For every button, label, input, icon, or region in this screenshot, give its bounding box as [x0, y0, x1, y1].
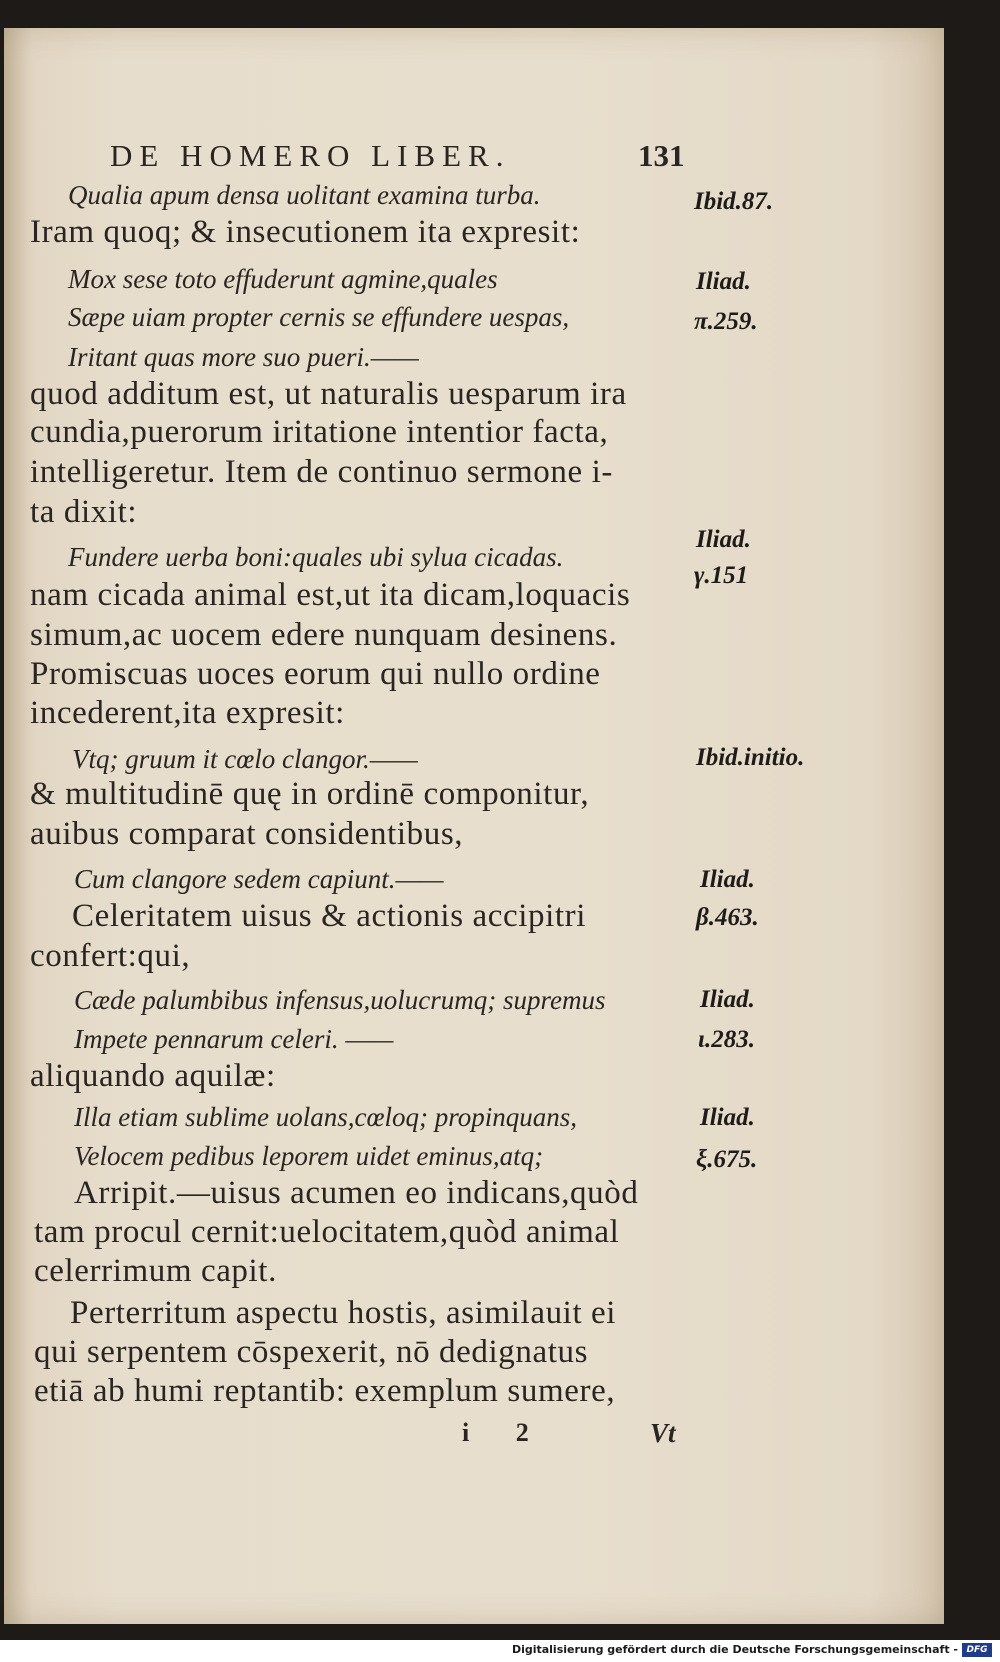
folio-number: 131	[638, 138, 685, 173]
text-line: Mox sese toto effuderunt agmine,quales	[68, 264, 498, 294]
margin-note: Iliad.	[700, 1104, 755, 1131]
text-line: & multitudinē quę in ordinē componitur,	[30, 776, 590, 812]
text-line: Velocem pedibus leporem uidet eminus,atq;	[74, 1141, 544, 1171]
text-line: nam cicada animal est,ut ita dicam,loquacis	[30, 577, 631, 613]
margin-note: Ibid.87.	[694, 188, 774, 215]
margin-note: ι.283.	[698, 1026, 755, 1053]
text-line: ta dixit:	[30, 494, 138, 530]
margin-note: ξ.675.	[696, 1146, 758, 1173]
text-line: incederent,ita expresit:	[30, 695, 345, 731]
digitization-credit: Digitalisierung gefördert durch die Deutsche Forschungsgemeinschaft -	[511, 1643, 958, 1656]
text-line: Arripit.—uisus acumen eo indicans,quòd	[74, 1175, 639, 1211]
text-line: qui serpentem cōspexerit, nō dedignatus	[34, 1334, 589, 1370]
text-line: confert:qui,	[30, 938, 191, 974]
text-line: Celeritatem uisus & actionis accipitri	[72, 898, 586, 934]
text-line: Cæde palumbibus infensus,uolucrumq; supremus	[74, 985, 606, 1015]
text-line: Promiscuas uoces eorum qui nullo ordine	[30, 656, 601, 692]
text-line: Perterritum aspectu hostis, asimilauit ei	[70, 1295, 617, 1331]
text-line: auibus comparat considentibus,	[30, 816, 464, 852]
margin-note: Iliad.	[696, 526, 751, 553]
catchword: Vt	[650, 1418, 676, 1448]
margin-note: Ibid.initio.	[696, 744, 805, 771]
text-line: Fundere uerba boni:quales ubi sylua cicadas.	[68, 542, 564, 572]
margin-note: γ.151	[694, 562, 749, 589]
margin-note: π.259.	[694, 308, 758, 335]
text-line: Iram quoq; & insecutionem ita expresit:	[30, 214, 581, 250]
text-line: tam procul cernit:uelocitatem,quòd animal	[34, 1214, 620, 1250]
text-line: Cum clangore sedem capiunt.——	[74, 864, 444, 894]
text-line: Qualia apum densa uolitant examina turba.	[68, 180, 541, 210]
text-line: Sæpe uiam propter cernis se effundere uespas,	[68, 302, 570, 332]
text-line: quod additum est, ut naturalis uesparum ira	[30, 376, 627, 412]
margin-note: β.463.	[696, 904, 759, 931]
text-line: Vtq; gruum it cœlo clangor.——	[72, 744, 418, 774]
dfg-logo-icon: DFG	[962, 1643, 992, 1657]
text-line: etiā ab humi reptantib: exemplum sumere,	[34, 1373, 616, 1409]
text-line: Impete pennarum celeri. ——	[74, 1024, 394, 1054]
text-line: intelligeretur. Item de continuo sermone i-	[30, 454, 613, 490]
signature-mark: i 2	[462, 1418, 549, 1447]
text-line: Iritant quas more suo pueri.——	[68, 342, 419, 372]
text-line: aliquando aquilæ:	[30, 1058, 276, 1094]
text-line: simum,ac uocem edere nunquam desinens.	[30, 617, 618, 653]
text-line: celerrimum capit.	[34, 1253, 277, 1289]
text-line: cundia,puerorum iritatione intentior facta,	[30, 414, 609, 450]
text-line: Illa etiam sublime uolans,cœloq; propinquans,	[74, 1102, 577, 1132]
running-title: DE HOMERO LIBER.	[110, 138, 511, 173]
margin-note: Iliad.	[700, 986, 755, 1013]
margin-note: Iliad.	[700, 866, 755, 893]
margin-note: Iliad.	[696, 268, 751, 295]
